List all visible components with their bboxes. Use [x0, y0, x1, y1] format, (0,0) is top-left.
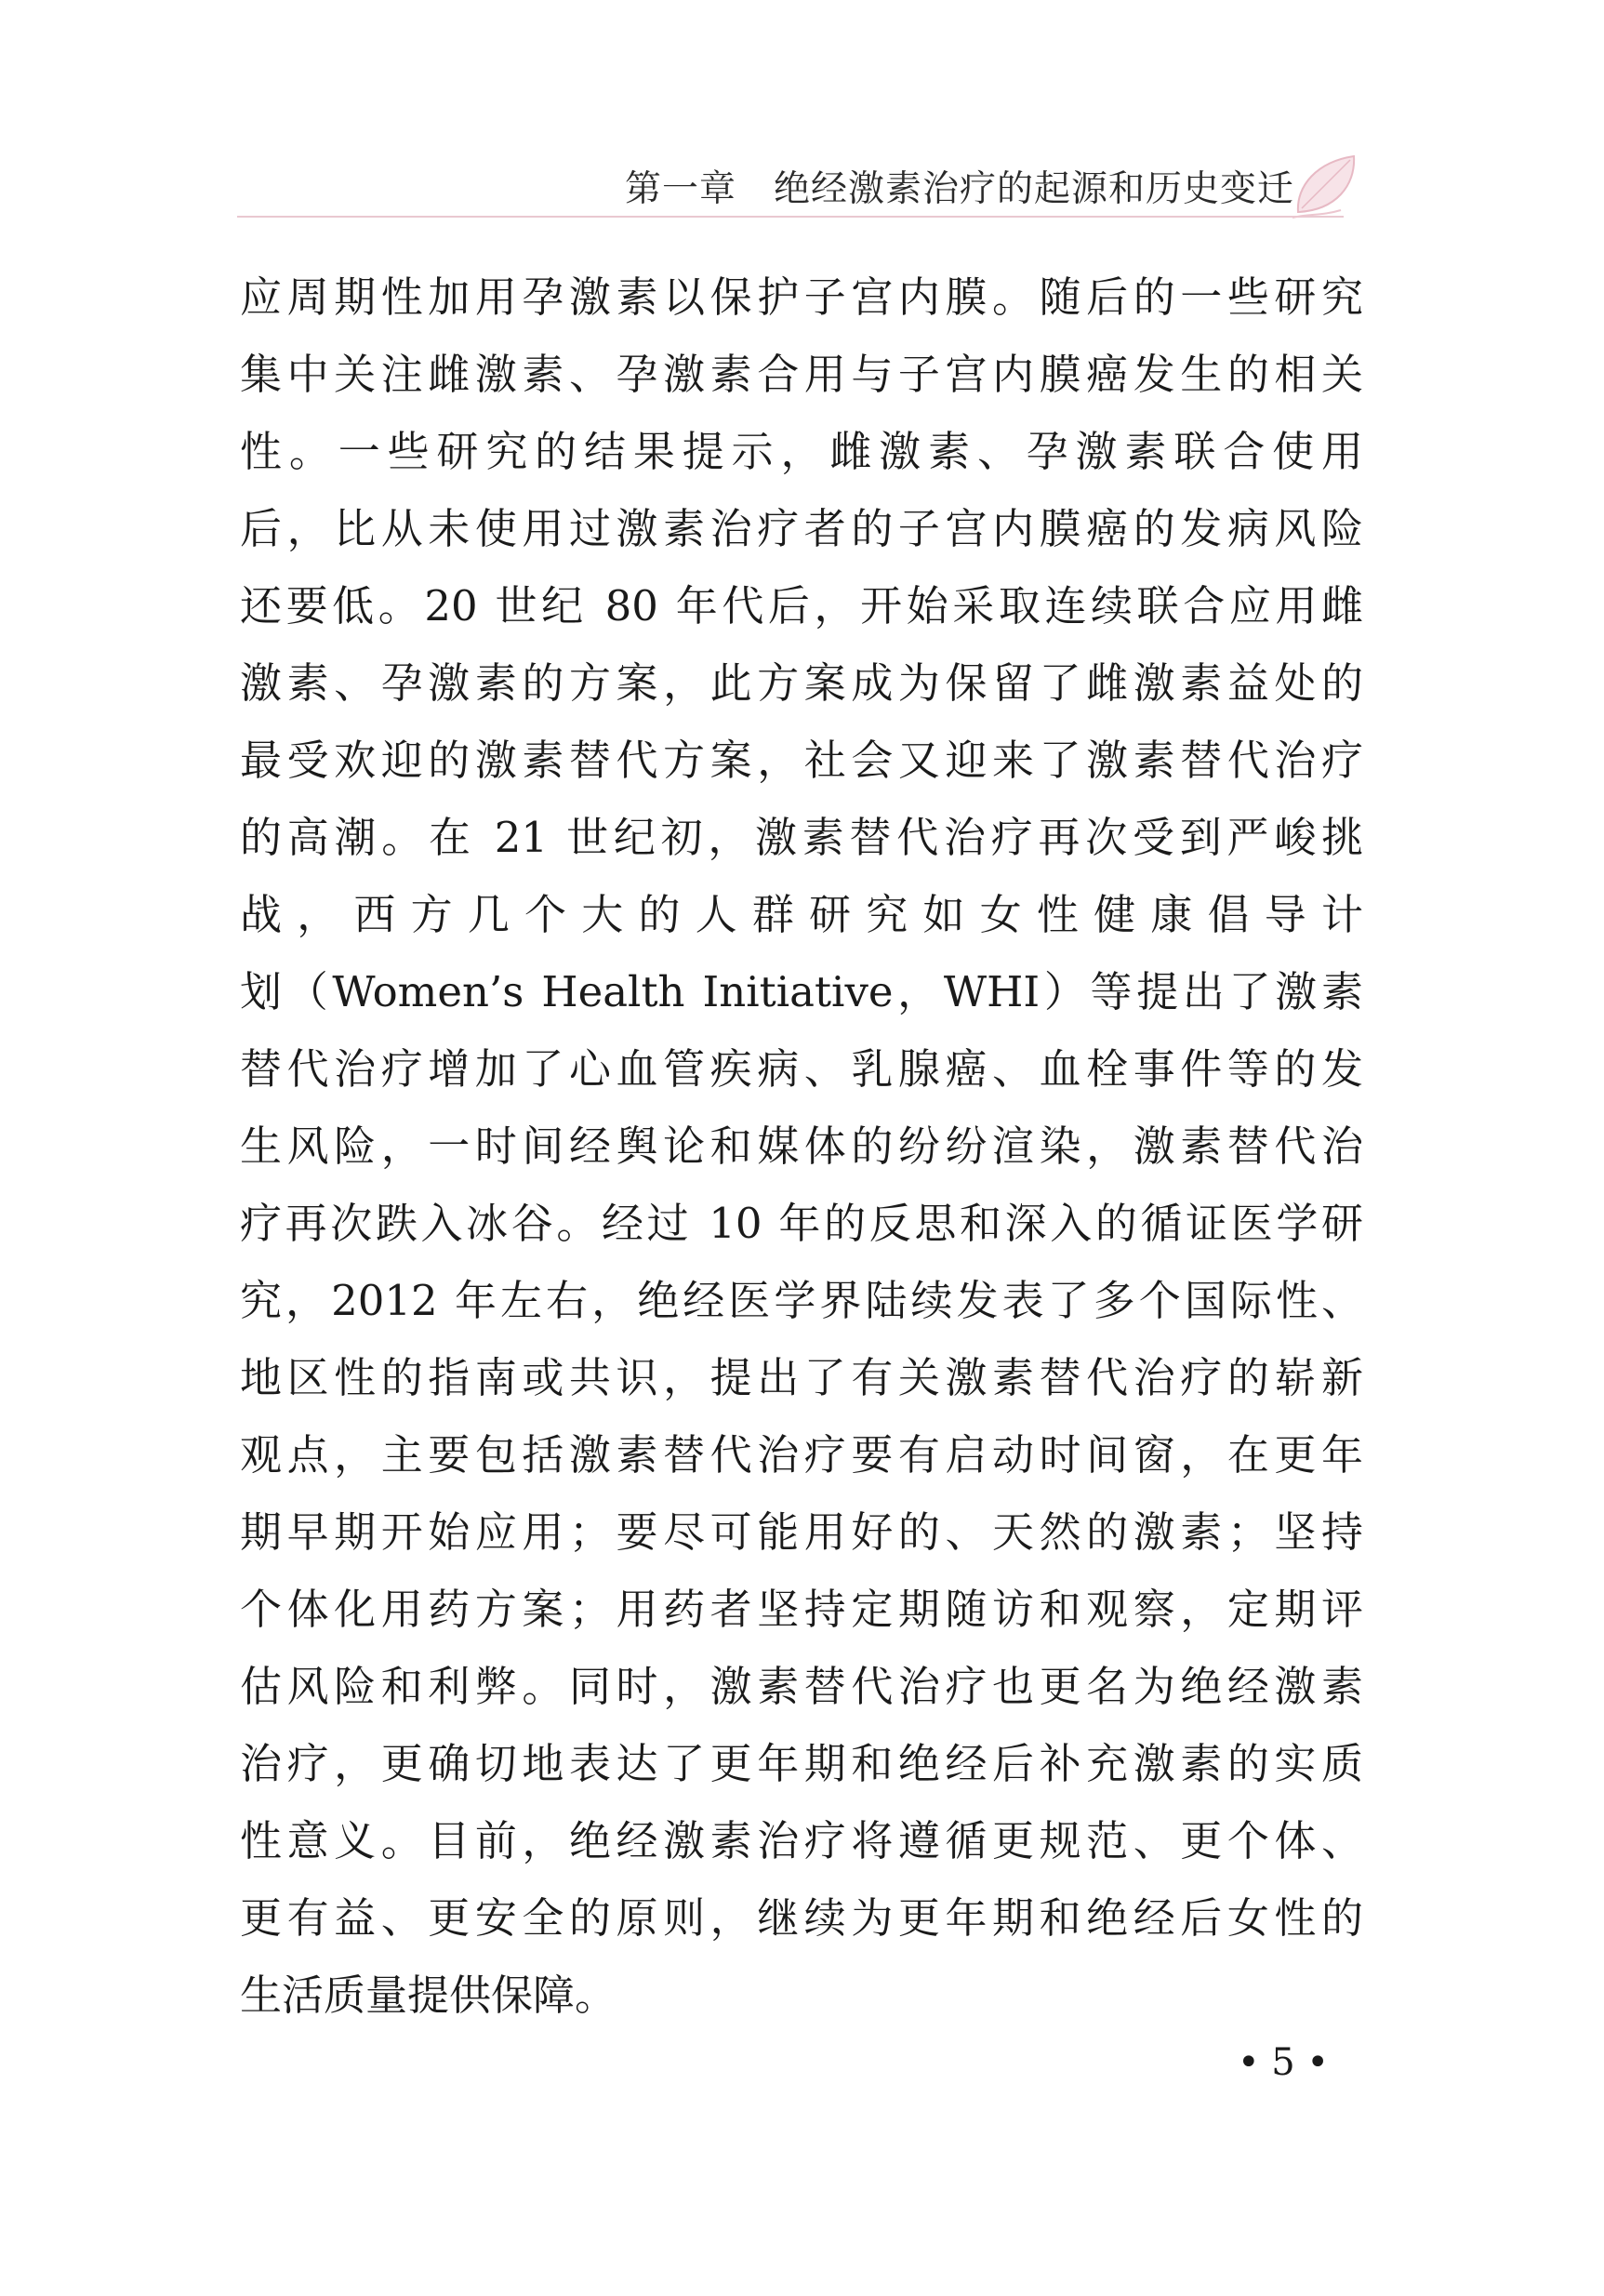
pink-petal-icon — [1289, 149, 1363, 223]
text-line: 还要低。20 世纪 80 年代后，开始采取连续联合应用雌 — [240, 581, 1363, 630]
page-number: • 5 • — [1237, 2041, 1330, 2084]
text-line: 更有益、更安全的原则，继续为更年期和绝经后女性的 — [240, 1893, 1363, 1943]
text-line: 期早期开始应用；要尽可能用好的、天然的激素；坚持 — [240, 1507, 1363, 1557]
text-line: 估风险和利弊。同时，激素替代治疗也更名为绝经激素 — [240, 1662, 1363, 1711]
text-line: 地区性的指南或共识，提出了有关激素替代治疗的崭新 — [240, 1353, 1363, 1402]
text-line: 的高潮。在 21 世纪初，激素替代治疗再次受到严峻挑 — [240, 813, 1363, 862]
text-line: 治疗，更确切地表达了更年期和绝经后补充激素的实质 — [240, 1739, 1363, 1788]
text-line: 疗再次跌入冰谷。经过 10 年的反思和深入的循证医学研 — [240, 1199, 1363, 1248]
text-line: 后，比从未使用过激素治疗者的子宫内膜癌的发病风险 — [240, 504, 1363, 553]
text-line: 生活质量提供保障。 — [240, 1971, 617, 2020]
header-rule — [237, 216, 1344, 218]
text-line: 究，2012 年左右，绝经医学界陆续发表了多个国际性、 — [240, 1276, 1363, 1325]
body-paragraph — [240, 259, 1363, 2034]
text-line: 最受欢迎的激素替代方案，社会又迎来了激素替代治疗 — [240, 736, 1363, 785]
text-line: 性意义。目前，绝经激素治疗将遵循更规范、更个体、 — [240, 1816, 1363, 1865]
text-line: 替代治疗增加了心血管疾病、乳腺癌、血栓事件等的发 — [240, 1044, 1363, 1094]
running-header — [237, 139, 1358, 223]
chapter-title: 第一章 绝经激素治疗的起源和历史变迁 — [624, 168, 1294, 210]
text-line: 集中关注雌激素、孕激素合用与子宫内膜癌发生的相关 — [240, 350, 1363, 399]
text-line: 应周期性加用孕激素以保护子宫内膜。随后的一些研究 — [240, 272, 1363, 322]
text-line: 战，西方几个大的人群研究如女性健康倡导计 — [240, 890, 1363, 939]
text-line: 观点，主要包括激素替代治疗要有启动时间窗，在更年 — [240, 1430, 1363, 1480]
text-line: 个体化用药方案；用药者坚持定期随访和观察，定期评 — [240, 1585, 1363, 1634]
text-line: 性。一些研究的结果提示，雌激素、孕激素联合使用 — [240, 427, 1363, 476]
text-line: 划（Women’s Health Initiative，WHI）等提出了激素 — [240, 967, 1363, 1016]
text-line: 激素、孕激素的方案，此方案成为保留了雌激素益处的 — [240, 658, 1363, 708]
text-line: 生风险，一时间经舆论和媒体的纷纷渲染，激素替代治 — [240, 1121, 1363, 1171]
